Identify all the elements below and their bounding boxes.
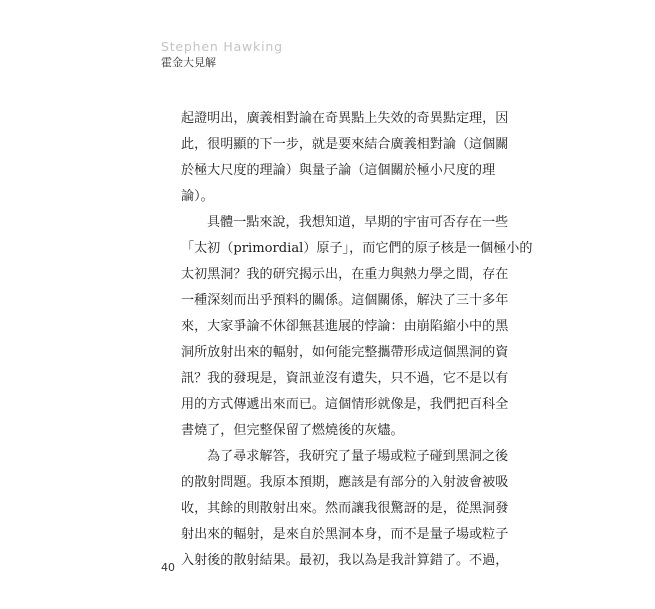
running-header-author: Stephen Hawking	[161, 39, 283, 54]
text-line: 太初黑洞？我的研究揭示出，在重力與熱力學之間，存在	[181, 267, 509, 282]
text-line: 訊？我的發現是，資訊並沒有遺失，只不過，它不是以有	[181, 371, 509, 386]
text-line: 起證明出，廣義相對論在奇異點上失效的奇異點定理，因	[181, 111, 509, 126]
text-line: 入射後的散射結果。最初，我以為是我計算錯了。不過，	[181, 553, 509, 568]
text-line: 具體一點來說，我想知道，早期的宇宙可否存在一些	[207, 215, 509, 230]
text-line: 此，很明顯的下一步，就是要來結合廣義相對論（這個關	[181, 137, 509, 152]
text-line: 於極大尺度的理論）與量子論（這個關於極小尺度的理	[181, 163, 496, 178]
text-line: 的散射問題。我原本預期，應該是有部分的入射波會被吸	[181, 475, 509, 490]
text-line: 用的方式傳遞出來而已。這個情形就像是，我們把百科全	[181, 397, 509, 412]
text-line: 為了尋求解答，我研究了量子場或粒子碰到黑洞之後	[207, 449, 509, 464]
text-line: 收，其餘的則散射出來。然而讓我很驚訝的是，從黑洞發	[181, 501, 509, 516]
text-line: 書燒了，但完整保留了燃燒後的灰燼。	[181, 423, 404, 438]
page-number: 40	[161, 561, 175, 574]
text-line: 一種深刻而出乎預料的關係。這個關係，解決了三十多年	[181, 293, 509, 308]
text-line: 「太初（primordial）原子」，而它們的原子核是一個極小的	[181, 241, 533, 256]
text-line: 射出來的輻射，是來自於黑洞本身，而不是量子場或粒子	[181, 527, 509, 542]
running-header-title: 霍金大見解	[161, 56, 216, 69]
text-line: 洞所放射出來的輻射，如何能完整攜帶形成這個黑洞的資	[181, 345, 509, 360]
text-line: 論）。	[181, 189, 214, 204]
text-line: 來，大家爭論不休卻無甚進展的悖論：由崩陷縮小中的黑	[181, 319, 509, 334]
